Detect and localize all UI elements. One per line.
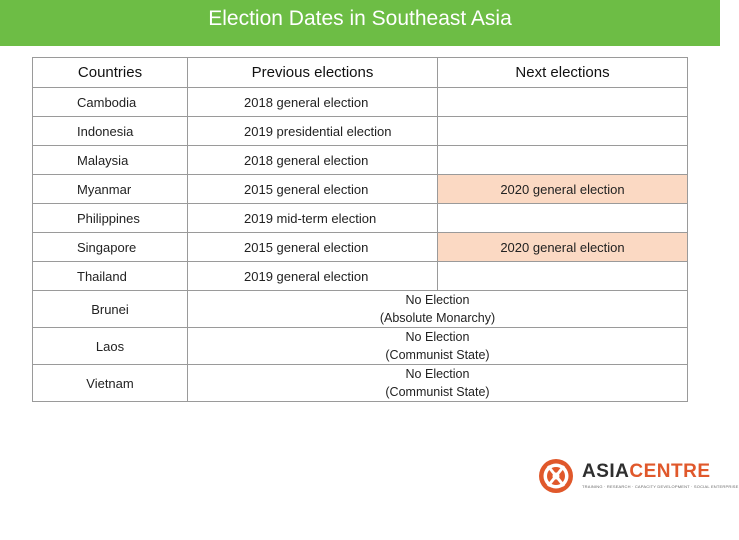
next-election-cell [438, 262, 688, 291]
table-row [33, 146, 688, 175]
header-countries: Countries [33, 58, 188, 88]
next-election-cell [438, 117, 688, 146]
previous-election-cell: 2018 general election [188, 88, 438, 117]
no-election-label: No Election [405, 330, 470, 344]
table-row [33, 233, 688, 262]
no-election-reason: (Communist State) [385, 348, 490, 362]
next-election-cell [438, 204, 688, 233]
no-election-label: No Election [405, 293, 470, 307]
logo-tagline: TRAINING · RESEARCH · CAPACITY DEVELOPMENT · SOCIAL ENTERPRISE [582, 484, 739, 489]
previous-election-cell: 2019 general election [188, 262, 438, 291]
country-cell: Indonesia [33, 117, 188, 146]
country-cell: Philippines [33, 204, 188, 233]
header-next-elections: Next elections [438, 58, 688, 88]
table-header-row [33, 58, 688, 88]
previous-election-cell: 2018 general election [188, 146, 438, 175]
country-cell: Thailand [33, 262, 188, 291]
table-row [33, 365, 688, 402]
previous-election-cell: 2015 general election [188, 175, 438, 204]
country-cell: Myanmar [33, 175, 188, 204]
next-election-cell-highlighted: 2020 general election [438, 233, 688, 262]
country-cell: Vietnam [33, 365, 188, 402]
country-cell: Laos [33, 328, 188, 365]
table-row [33, 117, 688, 146]
table-row [33, 204, 688, 233]
title-banner [0, 0, 720, 46]
header-previous-elections: Previous elections [188, 58, 438, 88]
logo-wordmark-suffix: CENTRE [629, 461, 711, 482]
logo-wordmark [582, 461, 711, 483]
table-row [33, 88, 688, 117]
no-election-label: No Election [405, 367, 470, 381]
no-election-cell [188, 328, 688, 365]
no-election-reason: (Absolute Monarchy) [379, 311, 496, 325]
table-row [33, 262, 688, 291]
election-table [32, 57, 688, 402]
country-cell: Malaysia [33, 146, 188, 175]
table-row [33, 291, 688, 328]
no-election-cell [188, 365, 688, 402]
logo-wordmark-prefix: ASIA [582, 461, 630, 482]
country-cell: Cambodia [33, 88, 188, 117]
no-election-cell [188, 291, 688, 328]
table-row [33, 328, 688, 365]
previous-election-cell: 2015 general election [188, 233, 438, 262]
previous-election-cell: 2019 presidential election [188, 117, 438, 146]
table-row [33, 175, 688, 204]
next-election-cell [438, 146, 688, 175]
previous-election-cell: 2019 mid-term election [188, 204, 438, 233]
page-title: Election Dates in Southeast Asia [208, 7, 512, 30]
next-election-cell-highlighted: 2020 general election [438, 175, 688, 204]
next-election-cell [438, 88, 688, 117]
asia-centre-logo [538, 458, 739, 498]
asia-centre-logo-mark [538, 458, 574, 494]
country-cell: Singapore [33, 233, 188, 262]
country-cell: Brunei [33, 291, 188, 328]
no-election-reason: (Communist State) [385, 385, 490, 399]
